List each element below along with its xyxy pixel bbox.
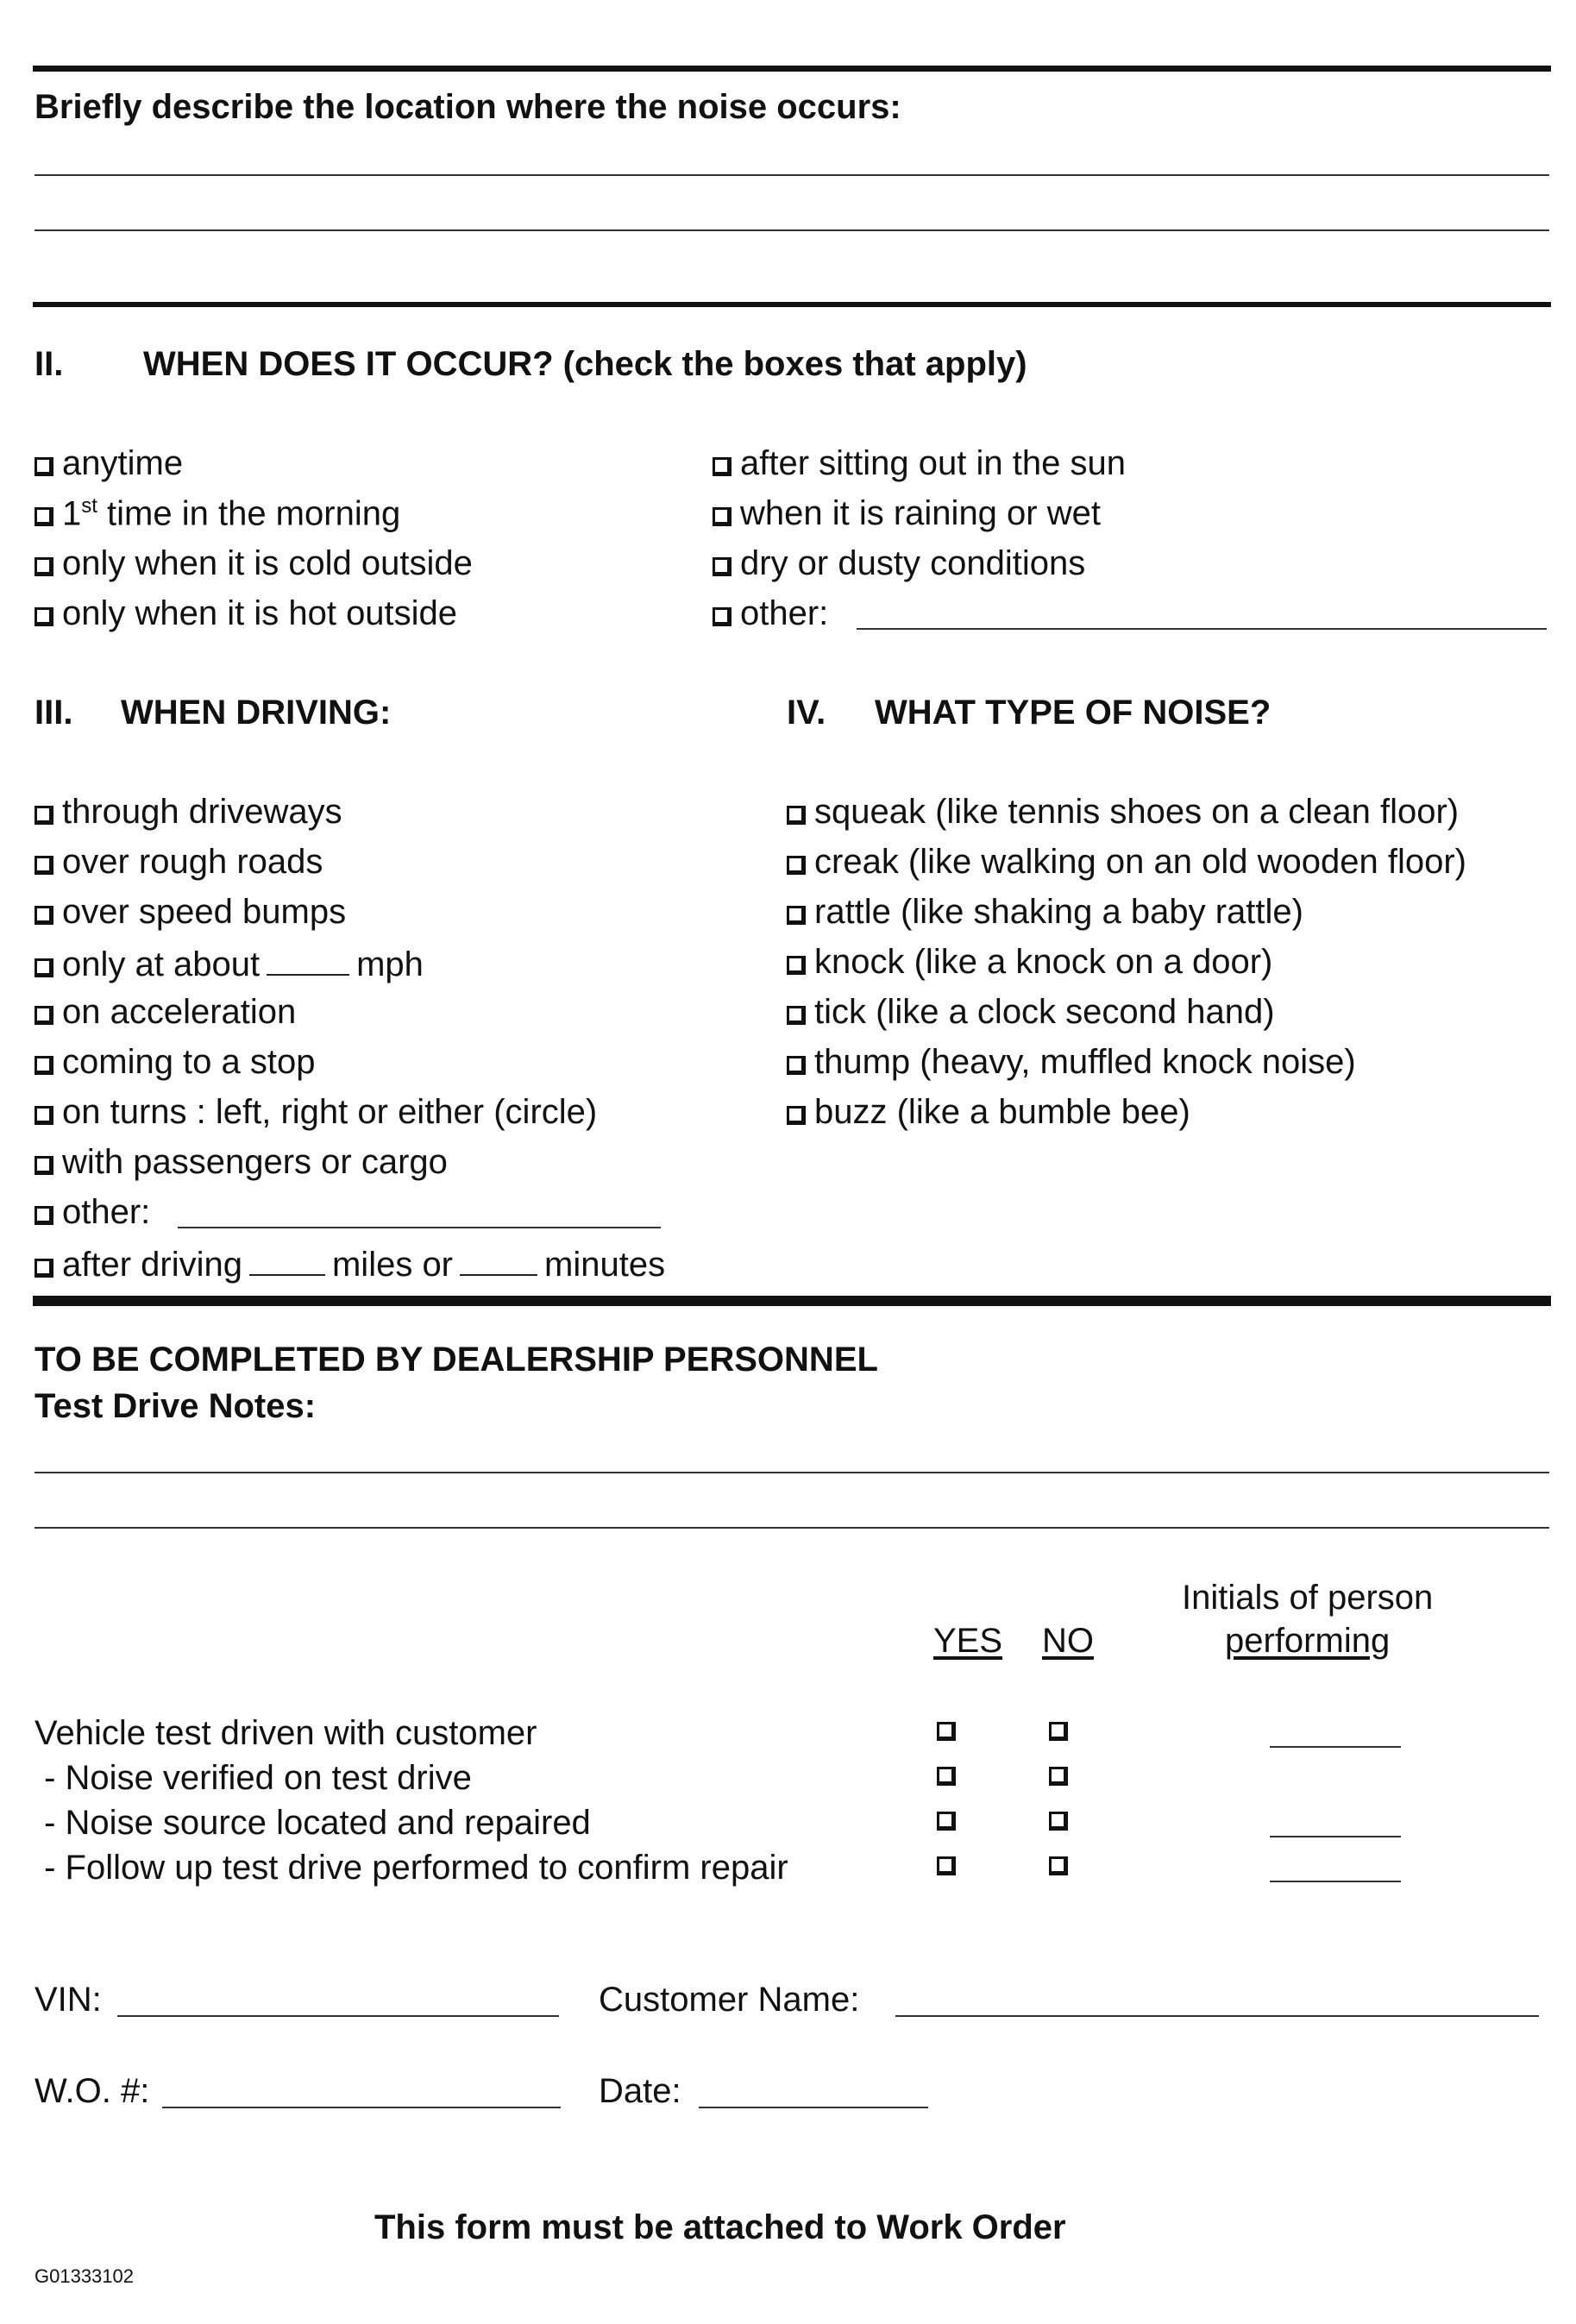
mph-label: mph bbox=[356, 945, 424, 983]
option-label: other: bbox=[740, 594, 829, 632]
checkbox-rattle[interactable] bbox=[787, 895, 1303, 929]
checkbox-icon[interactable] bbox=[787, 956, 806, 975]
checkbox-other-condition[interactable] bbox=[713, 596, 828, 631]
checkbox-after-driving[interactable] bbox=[35, 1245, 665, 1282]
option-label: other: bbox=[62, 1193, 151, 1231]
checkbox-buzz[interactable] bbox=[787, 1095, 1190, 1129]
checkbox-icon[interactable] bbox=[787, 1006, 806, 1025]
yes-header: YES bbox=[933, 1622, 1003, 1660]
checkbox-raining-wet[interactable] bbox=[713, 496, 1101, 531]
checkbox-icon[interactable] bbox=[35, 856, 53, 875]
option-label: coming to a stop bbox=[62, 1043, 316, 1081]
initials-line-1[interactable] bbox=[1270, 1746, 1401, 1748]
option-label: tick (like a clock second hand) bbox=[814, 993, 1275, 1031]
speed-blank[interactable] bbox=[267, 945, 349, 976]
other-condition-line[interactable] bbox=[857, 628, 1547, 630]
checkbox-icon[interactable] bbox=[35, 958, 53, 977]
checkbox-passengers-cargo[interactable] bbox=[35, 1145, 448, 1179]
checkbox-at-speed[interactable] bbox=[35, 945, 424, 982]
checkbox-squeak[interactable] bbox=[787, 795, 1459, 829]
option-label: knock (like a knock on a door) bbox=[814, 943, 1273, 981]
checkbox-icon[interactable] bbox=[35, 1056, 53, 1075]
checkbox-icon[interactable] bbox=[787, 1106, 806, 1125]
checkbox-icon[interactable] bbox=[713, 457, 731, 476]
checkbox-cold-outside[interactable] bbox=[35, 546, 473, 581]
option-label: creak (like walking on an old wooden floor) bbox=[814, 843, 1466, 881]
option-label: through driveways bbox=[62, 793, 342, 831]
checkbox-icon[interactable] bbox=[35, 1106, 53, 1125]
section4-numeral: IV. bbox=[787, 694, 826, 732]
initials-line-2[interactable] bbox=[1270, 1836, 1401, 1837]
row-noise-verified: - Noise verified on test drive bbox=[35, 1759, 472, 1797]
footer-notice: This form must be attached to Work Order bbox=[374, 2208, 1066, 2246]
checkbox-knock[interactable] bbox=[787, 945, 1272, 979]
dealer-title: TO BE COMPLETED BY DEALERSHIP PERSONNEL bbox=[35, 1341, 878, 1379]
notes-line-1[interactable] bbox=[35, 1472, 1549, 1473]
checkbox-icon[interactable] bbox=[35, 1206, 53, 1225]
date-line[interactable] bbox=[699, 2107, 928, 2108]
work-order-line[interactable] bbox=[162, 2107, 561, 2108]
minutes-blank[interactable] bbox=[460, 1245, 537, 1276]
section4-title: WHAT TYPE OF NOISE? bbox=[875, 694, 1271, 732]
section3-numeral: III. bbox=[35, 694, 73, 732]
initials-header-1: Initials of person bbox=[1182, 1579, 1434, 1617]
top-rule bbox=[33, 66, 1551, 72]
option-label: on turns : left, right or either (circle) bbox=[62, 1093, 598, 1131]
test-drive-notes-label: Test Drive Notes: bbox=[35, 1387, 317, 1425]
initials-line-3[interactable] bbox=[1270, 1881, 1401, 1882]
checkbox-rough-roads[interactable] bbox=[35, 845, 323, 879]
checkbox-hot-outside[interactable] bbox=[35, 596, 457, 631]
notes-line-2[interactable] bbox=[35, 1527, 1549, 1529]
checkbox-icon[interactable] bbox=[35, 1156, 53, 1175]
checkbox-sitting-sun[interactable] bbox=[713, 446, 1126, 481]
no-checkbox-2[interactable] bbox=[1049, 1767, 1068, 1786]
dealer-section-rule bbox=[33, 1296, 1551, 1306]
customer-name-line[interactable] bbox=[895, 2015, 1539, 2017]
no-checkbox-3[interactable] bbox=[1049, 1812, 1068, 1831]
checkbox-tick[interactable] bbox=[787, 995, 1275, 1029]
checkbox-anytime[interactable] bbox=[35, 446, 183, 481]
option-label-rest: time in the morning bbox=[97, 494, 401, 533]
vin-label: VIN: bbox=[35, 1981, 102, 2019]
option-label: only when it is cold outside bbox=[62, 544, 473, 582]
option-label: over speed bumps bbox=[62, 893, 347, 931]
option-label: only at about bbox=[62, 945, 261, 983]
no-checkbox-1[interactable] bbox=[1049, 1722, 1068, 1741]
section2-rule bbox=[33, 302, 1551, 307]
checkbox-creak[interactable] bbox=[787, 845, 1466, 879]
vin-line[interactable] bbox=[117, 2015, 559, 2017]
work-order-label: W.O. #: bbox=[35, 2072, 150, 2110]
checkbox-icon[interactable] bbox=[787, 906, 806, 925]
option-label: on acceleration bbox=[62, 993, 297, 1031]
checkbox-speed-bumps[interactable] bbox=[35, 895, 346, 929]
figure-code: G01333102 bbox=[35, 2265, 134, 2287]
minutes-label: minutes bbox=[544, 1246, 666, 1284]
checkbox-first-time-morning[interactable] bbox=[35, 496, 400, 531]
option-label: rattle (like shaking a baby rattle) bbox=[814, 893, 1303, 931]
section2-numeral: II. bbox=[35, 345, 64, 383]
checkbox-icon[interactable] bbox=[35, 1259, 53, 1278]
checkbox-icon[interactable] bbox=[787, 856, 806, 875]
date-label: Date: bbox=[599, 2072, 681, 2110]
section3-title: WHEN DRIVING: bbox=[121, 694, 392, 732]
row-follow-up: - Follow up test drive performed to confirm repair bbox=[35, 1849, 788, 1887]
yes-checkbox-3[interactable] bbox=[937, 1812, 956, 1831]
checkbox-icon[interactable] bbox=[713, 507, 731, 526]
checkbox-icon[interactable] bbox=[35, 1006, 53, 1025]
option-label: after driving bbox=[62, 1246, 242, 1284]
other-driving-line[interactable] bbox=[178, 1227, 661, 1228]
checkbox-on-turns[interactable] bbox=[35, 1095, 597, 1129]
checkbox-icon[interactable] bbox=[35, 906, 53, 925]
miles-or-label: miles or bbox=[331, 1246, 454, 1284]
no-checkbox-4[interactable] bbox=[1049, 1856, 1068, 1875]
option-label: buzz (like a bumble bee) bbox=[814, 1093, 1190, 1131]
yes-checkbox-1[interactable] bbox=[937, 1722, 956, 1741]
no-header: NO bbox=[1042, 1622, 1094, 1660]
option-label: when it is raining or wet bbox=[740, 494, 1101, 532]
option-label: dry or dusty conditions bbox=[740, 544, 1086, 582]
initials-header-2: performing bbox=[1225, 1622, 1391, 1660]
checkbox-icon[interactable] bbox=[787, 806, 806, 825]
location-line-2[interactable] bbox=[35, 229, 1549, 231]
checkbox-other-driving[interactable] bbox=[35, 1195, 150, 1229]
yes-checkbox-2[interactable] bbox=[937, 1767, 956, 1786]
option-label: after sitting out in the sun bbox=[740, 444, 1126, 482]
ordinal-suffix: st bbox=[81, 494, 97, 518]
option-label: 1 bbox=[62, 494, 82, 533]
checkbox-thump[interactable] bbox=[787, 1045, 1356, 1079]
row-test-driven: Vehicle test driven with customer bbox=[35, 1714, 537, 1752]
checkbox-icon[interactable] bbox=[35, 607, 53, 626]
option-label: over rough roads bbox=[62, 843, 323, 881]
option-label: anytime bbox=[62, 444, 184, 482]
checkbox-icon[interactable] bbox=[713, 557, 731, 576]
row-noise-repaired: - Noise source located and repaired bbox=[35, 1804, 591, 1842]
checkbox-coming-to-stop[interactable] bbox=[35, 1045, 316, 1079]
section2-title: WHEN DOES IT OCCUR? (check the boxes that apply) bbox=[143, 345, 1027, 383]
checkbox-icon[interactable] bbox=[787, 1056, 806, 1075]
checkbox-acceleration[interactable] bbox=[35, 995, 296, 1029]
checkbox-dry-dusty[interactable] bbox=[713, 546, 1085, 581]
checkbox-icon[interactable] bbox=[713, 607, 731, 626]
option-label: thump (heavy, muffled knock noise) bbox=[814, 1043, 1356, 1081]
customer-name-label: Customer Name: bbox=[599, 1981, 860, 2019]
location-line-1[interactable] bbox=[35, 174, 1549, 176]
miles-blank[interactable] bbox=[249, 1245, 325, 1276]
yes-checkbox-4[interactable] bbox=[937, 1856, 956, 1875]
option-label: with passengers or cargo bbox=[62, 1143, 448, 1181]
checkbox-icon[interactable] bbox=[35, 507, 53, 526]
checkbox-icon[interactable] bbox=[35, 806, 53, 825]
checkbox-icon[interactable] bbox=[35, 557, 53, 576]
option-label: only when it is hot outside bbox=[62, 594, 458, 632]
checkbox-driveways[interactable] bbox=[35, 795, 342, 829]
location-prompt: Briefly describe the location where the noise occurs: bbox=[35, 88, 901, 126]
option-label: squeak (like tennis shoes on a clean floor) bbox=[814, 793, 1460, 831]
checkbox-icon[interactable] bbox=[35, 457, 53, 476]
